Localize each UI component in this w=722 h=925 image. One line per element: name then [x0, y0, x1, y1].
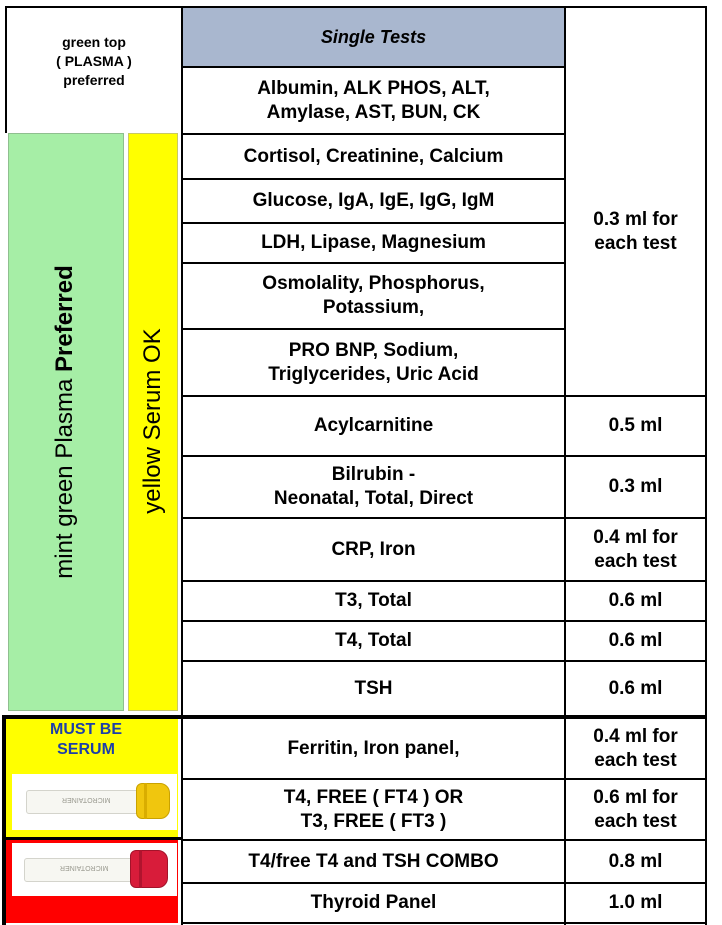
serum-frame-top [2, 715, 182, 719]
preferred-strong: Preferred [51, 265, 78, 372]
volume-cell: 0.6 ml for each test [593, 786, 678, 832]
yellow-cap-icon [136, 783, 170, 819]
red-microtainer-tube-image [12, 843, 177, 896]
test-name-cell: Ferritin, Iron panel, [287, 737, 460, 759]
mint-green-plasma-label [51, 237, 81, 607]
test-name-cell: T4, Total [335, 630, 412, 651]
yellow-cap-ridge-icon [144, 783, 147, 819]
test-name-cell: Acylcarnitine [313, 415, 434, 436]
volume-group-cell: 0.3 ml for each test [593, 208, 678, 254]
volume-cell: 0.4 ml for each test [593, 725, 678, 771]
test-name-cell: T3, Total [335, 590, 412, 611]
test-name-cell: T4, FREE ( FT4 ) OR T3, FREE ( FT3 ) [283, 786, 464, 832]
volume-cell: 1.0 ml [608, 892, 663, 913]
mint-green-plasma-text: mint green Plasma [51, 371, 78, 579]
grid-line [5, 6, 7, 133]
green-top-plasma-preferred: green top ( PLASMA ) preferred [56, 34, 132, 88]
test-name-cell: TSH [354, 677, 393, 699]
test-name-cell: Bilrubin - Neonatal, Total, Direct [273, 464, 474, 509]
test-name-cell: Glucose, IgA, IgE, IgG, IgM [252, 190, 495, 211]
test-name-cell: Cortisol, Creatinine, Calcium [243, 145, 504, 167]
test-name-cell: CRP, Iron [331, 538, 416, 560]
test-name-cell: T4/free T4 and TSH COMBO [248, 850, 499, 872]
red-cap-ridge-icon [139, 850, 142, 888]
grid-line [705, 6, 707, 925]
test-name-cell: Thyroid Panel [310, 892, 437, 913]
volume-cell: 0.5 ml [608, 415, 663, 436]
single-tests-header: Single Tests [320, 27, 427, 47]
yellow-microtainer-tube-image [12, 774, 177, 830]
volume-cell: 0.8 ml [608, 850, 663, 872]
serum-frame-mid [2, 837, 182, 840]
serum-frame-left [2, 715, 6, 925]
must-be-serum-label: MUST BE SERUM [50, 721, 122, 758]
volume-cell: 0.6 ml [608, 630, 663, 651]
test-name-cell: LDH, Lipase, Magnesium [261, 232, 486, 253]
test-name-cell: Osmolality, Phosphorus, Potassium, [262, 273, 485, 318]
red-cap-icon [130, 850, 168, 888]
grid-line [182, 922, 706, 924]
volume-cell: 0.3 ml [608, 476, 663, 497]
test-name-cell: PRO BNP, Sodium, Triglycerides, Uric Acid [268, 339, 479, 385]
volume-cell: 0.6 ml [608, 677, 663, 699]
volume-cell: 0.6 ml [608, 590, 663, 611]
test-name-cell: Albumin, ALK PHOS, ALT, Amylase, AST, BUN, CK [257, 77, 490, 123]
yellow-tube-label: MICROTAINER [62, 796, 111, 803]
yellow-serum-ok-label: yellow Serum OK [139, 328, 166, 514]
red-tube-label: MICROTAINER [60, 864, 109, 871]
volume-cell: 0.4 ml for each test [593, 526, 678, 572]
